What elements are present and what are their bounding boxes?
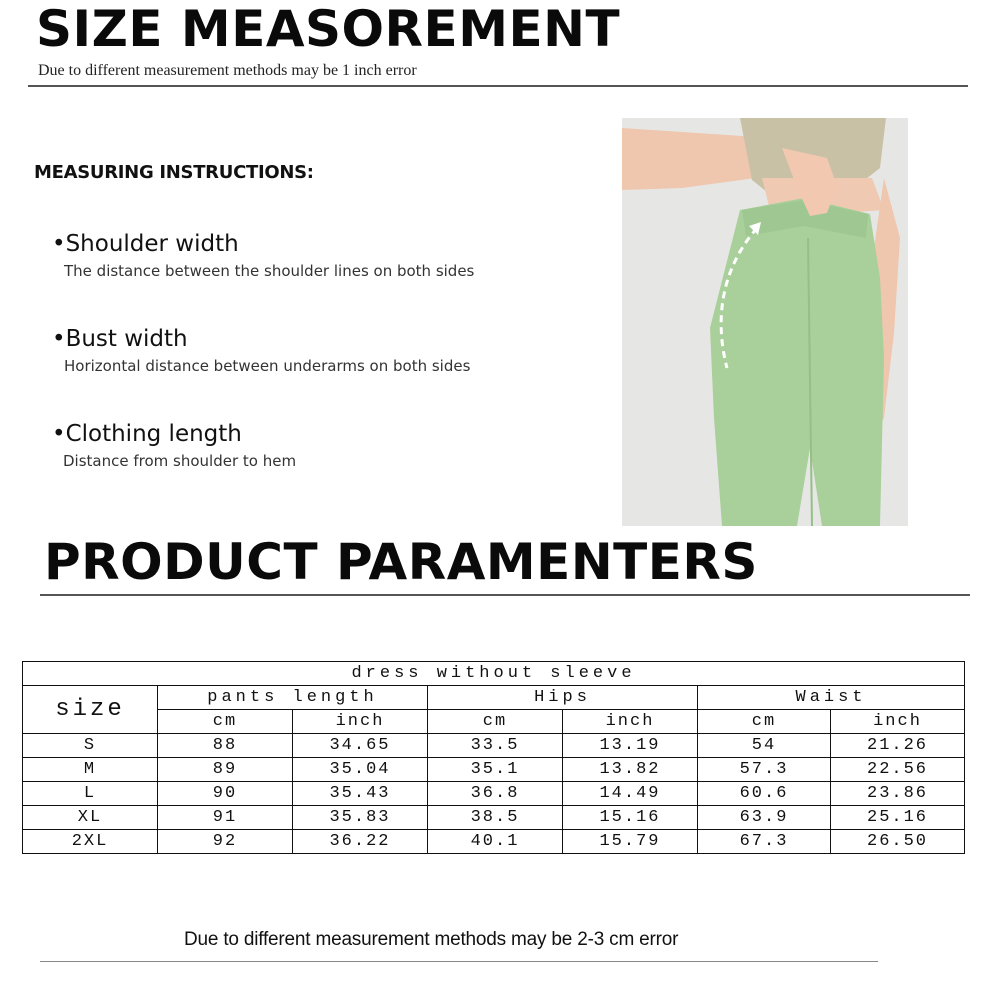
unit-header: cm [428, 710, 563, 734]
unit-header: inch [293, 710, 428, 734]
table-cell: 36.22 [293, 830, 428, 854]
table-cell: 21.26 [831, 734, 965, 758]
table-cell: 54 [698, 734, 831, 758]
table-cell: 57.3 [698, 758, 831, 782]
table-cell: 25.16 [831, 806, 965, 830]
size-table [22, 661, 965, 854]
instruction-title-bust: •Bust width [52, 326, 188, 352]
table-cell: L [23, 782, 158, 806]
unit-header: inch [831, 710, 965, 734]
table-cell: 38.5 [428, 806, 563, 830]
table-row [23, 830, 965, 854]
table-cell: 89 [158, 758, 293, 782]
table-cell: 15.16 [563, 806, 698, 830]
table-cell: 35.83 [293, 806, 428, 830]
instructions-heading: MEASURING INSTRUCTIONS: [34, 162, 314, 183]
table-cell: 26.50 [831, 830, 965, 854]
unit-header: cm [158, 710, 293, 734]
table-cell: 33.5 [428, 734, 563, 758]
table-group-row [23, 686, 965, 710]
table-cell: S [23, 734, 158, 758]
table-cell: 15.79 [563, 830, 698, 854]
group-header-hips: Hips [428, 686, 698, 710]
table-caption-row [23, 662, 965, 686]
table-cell: 63.9 [698, 806, 831, 830]
footer-divider [40, 961, 878, 962]
product-photo [622, 118, 908, 526]
table-cell: 67.3 [698, 830, 831, 854]
table-cell: 60.6 [698, 782, 831, 806]
table-unit-row [23, 710, 965, 734]
table-cell: 90 [158, 782, 293, 806]
table-row [23, 782, 965, 806]
table-cell: 92 [158, 830, 293, 854]
table-row [23, 734, 965, 758]
table-cell: 88 [158, 734, 293, 758]
unit-header: inch [563, 710, 698, 734]
footer-note: Due to different measurement methods may be 2-3 cm error [184, 929, 679, 950]
unit-header: cm [698, 710, 831, 734]
instruction-title-length: •Clothing length [52, 421, 242, 447]
table-cell: M [23, 758, 158, 782]
header-note: Due to different measurement methods may be 1 inch error [38, 62, 417, 79]
table-cell: 35.04 [293, 758, 428, 782]
table-cell: 35.1 [428, 758, 563, 782]
table-cell: 34.65 [293, 734, 428, 758]
table-cell: 14.49 [563, 782, 698, 806]
instruction-desc-bust: Horizontal distance between underarms on both sides [64, 357, 471, 375]
instruction-desc-length: Distance from shoulder to hem [63, 452, 297, 470]
group-header-waist: Waist [698, 686, 965, 710]
leggings-model-illustration [622, 118, 908, 526]
table-cell: 36.8 [428, 782, 563, 806]
table-cell: 40.1 [428, 830, 563, 854]
group-header-pants-length: pants length [158, 686, 428, 710]
table-caption: dress without sleeve [23, 662, 965, 686]
header-divider [28, 85, 968, 87]
table-cell: 23.86 [831, 782, 965, 806]
table-cell: 91 [158, 806, 293, 830]
page-title: SIZE MEASOREMENT [36, 0, 621, 58]
table-cell: 13.82 [563, 758, 698, 782]
table-cell: 35.43 [293, 782, 428, 806]
instruction-desc-shoulder: The distance between the shoulder lines on both sides [64, 262, 475, 280]
instruction-title-shoulder: •Shoulder width [52, 231, 239, 257]
table-cell: 13.19 [563, 734, 698, 758]
params-divider [40, 594, 970, 596]
size-header: size [23, 686, 158, 734]
params-title: PRODUCT PARAMENTERS [44, 533, 758, 591]
table-cell: 22.56 [831, 758, 965, 782]
table-cell: 2XL [23, 830, 158, 854]
table-row [23, 758, 965, 782]
table-cell: XL [23, 806, 158, 830]
table-row [23, 806, 965, 830]
